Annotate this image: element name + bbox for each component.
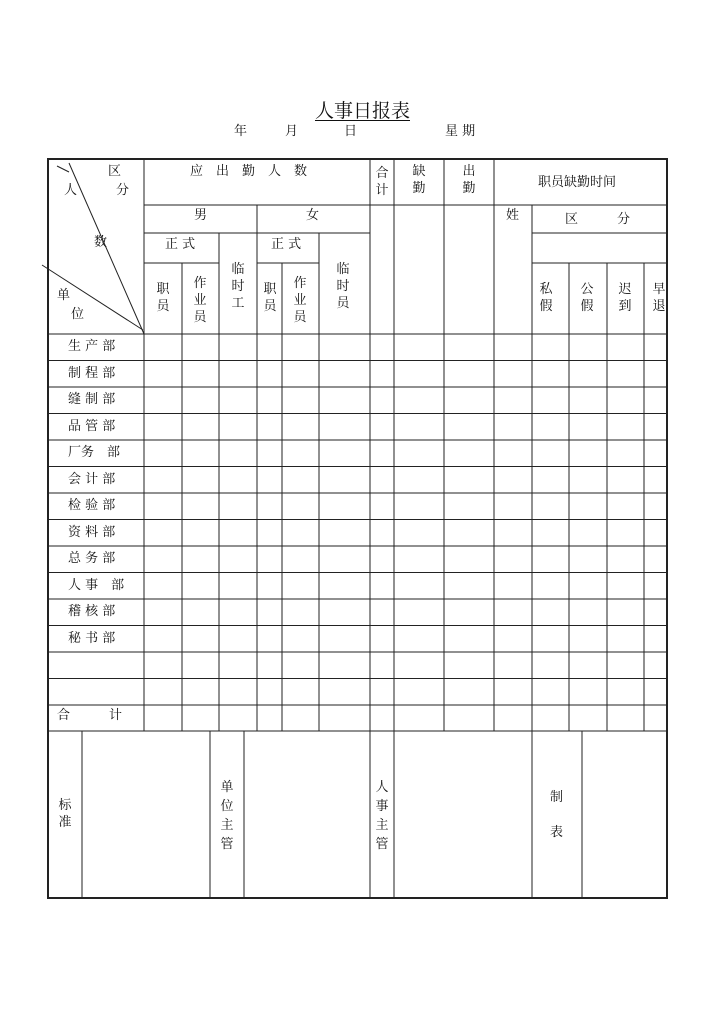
department-label: 缝 制 部 [68, 392, 116, 407]
header-late: 迟到 [618, 282, 632, 314]
footer-hr-supervisor: 人事主管 [375, 780, 389, 852]
header-surname: 姓 [506, 208, 520, 223]
header-required-attendance: 应 出 勤 人 数 [190, 164, 308, 179]
header-operator-female: 作业员 [293, 276, 307, 325]
header-temp-worker: 临时工 [231, 262, 245, 311]
header-staff-male: 职员 [156, 282, 170, 314]
department-label: 生 产 部 [68, 339, 116, 354]
footer-prepared-by-2: 表 [550, 825, 564, 840]
header-temp-staff: 临时员 [336, 262, 350, 311]
department-label: 会 计 部 [68, 471, 116, 487]
department-label: 厂务 部 [68, 445, 121, 460]
header-personal-leave: 私假 [539, 282, 553, 314]
department-label: 秘 书 部 [68, 630, 116, 646]
diag-label-ren: 人 [64, 183, 78, 198]
footer-standard: 标准 [58, 798, 72, 830]
department-label: 资 料 部 [68, 524, 116, 540]
header-operator-male: 作业员 [193, 276, 207, 325]
date-weekday: 星 期 [445, 124, 476, 139]
header-absent: 缺勤 [412, 164, 426, 196]
department-label: 检 验 部 [68, 498, 116, 513]
header-female: 女 [306, 208, 320, 223]
department-label: 稽 核 部 [68, 604, 116, 619]
department-label: 总 务 部 [68, 551, 116, 566]
date-month: 月 [285, 124, 299, 139]
header-present: 出勤 [462, 164, 476, 196]
diag-label-wei: 位 [71, 307, 85, 322]
diag-label-fen: 分 [116, 183, 130, 198]
report-title: 人事日报表 [314, 100, 410, 122]
total-row-label: 合 计 [57, 708, 123, 723]
header-staff-female: 职员 [263, 282, 277, 314]
header-staff-absence-time: 职员缺勤时间 [538, 175, 617, 190]
footer-unit-supervisor: 单位主管 [220, 780, 234, 852]
date-day: 日 [344, 124, 358, 139]
diag-label-dan: 单 [57, 288, 71, 303]
department-label: 品 管 部 [68, 418, 116, 434]
table-grid [49, 160, 670, 901]
header-regular-male: 正 式 [165, 237, 196, 252]
department-label: 制 程 部 [68, 365, 116, 381]
date-year: 年 [234, 124, 248, 139]
header-regular-female: 正 式 [271, 237, 302, 252]
department-label: 人 事 部 [68, 577, 125, 593]
diag-label-qu: 区 [108, 164, 122, 179]
daily-personnel-report-table [47, 158, 668, 899]
header-official-leave: 公假 [580, 282, 594, 314]
header-male: 男 [194, 208, 208, 223]
header-total: 合计 [375, 166, 389, 198]
header-leave-early: 早退 [652, 282, 666, 314]
header-category: 区 分 [565, 212, 631, 227]
footer-prepared-by-1: 制 [550, 790, 564, 805]
diag-label-shu: 数 [94, 235, 108, 250]
